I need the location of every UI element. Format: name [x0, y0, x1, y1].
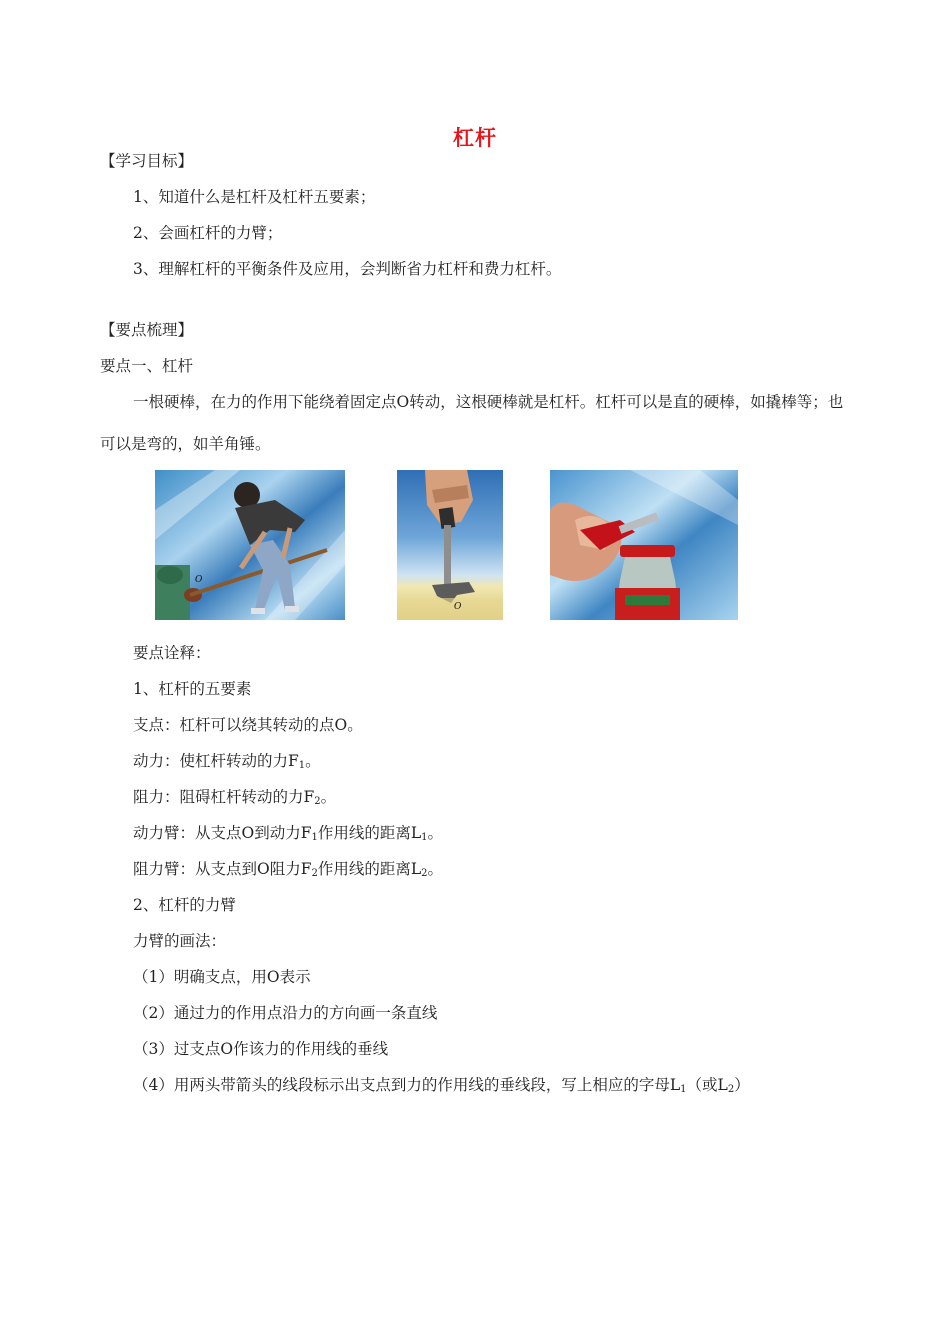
objective-item: 1、知道什么是杠杆及杠杆五要素；: [133, 188, 376, 206]
method-title: 力臂的画法：: [133, 932, 227, 950]
method-step: （1）明确支点，用O表示: [133, 968, 311, 986]
claw-hammer-photo: [397, 470, 503, 620]
section1-title: 1、杠杆的五要素: [133, 680, 252, 698]
fulcrum-label: O: [195, 575, 203, 585]
method-step: （4）用两头带箭头的线段标示出支点到力的作用线的垂线段，写上相应的字母$L_1$（或$L_2$）: [133, 1076, 750, 1095]
effort-arm-definition: 动力臂：从支点O到动力$F_1$作用线的距离$L_1$。: [133, 824, 444, 843]
objective-item: 3、理解杠杆的平衡条件及应用，会判断省力杠杆和费力杠杆。: [133, 260, 562, 278]
objectives-heading: 【学习目标】: [100, 152, 194, 170]
effort-definition: 动力：使杠杆转动的力$F_1$。: [133, 752, 321, 771]
page-title: 杠杆: [453, 125, 497, 150]
explanation-heading: 要点诠释：: [133, 644, 211, 662]
section2-title: 2、杠杆的力臂: [133, 896, 236, 914]
summary-heading: 【要点梳理】: [100, 321, 194, 339]
objective-item: 2、会画杠杆的力臂；: [133, 224, 283, 242]
method-step: （3）过支点O作该力的作用线的垂线: [133, 1040, 389, 1058]
method-step: （2）通过力的作用点沿力的方向画一条直线: [133, 1004, 438, 1022]
resistance-arm-definition: 阻力臂：从支点到O阻力$F_2$作用线的距离$L_2$。: [133, 860, 444, 879]
point1-paragraph: 一根硬棒，在力的作用下能绕着固定点O转动，这根硬棒就是杠杆。杠杆可以是直的硬棒，如撬棒等；也可以是弯的，如羊角锤。: [100, 393, 844, 453]
bottle-opener-photo: [550, 470, 738, 620]
fulcrum-definition: 支点：杠杆可以绕其转动的点O。: [133, 716, 363, 734]
fulcrum-label: O: [454, 602, 462, 612]
crowbar-photo: [155, 470, 345, 620]
resistance-definition: 阻力：阻碍杠杆转动的力$F_2$。: [133, 788, 337, 807]
point1-title: 要点一、杠杆: [100, 357, 194, 375]
